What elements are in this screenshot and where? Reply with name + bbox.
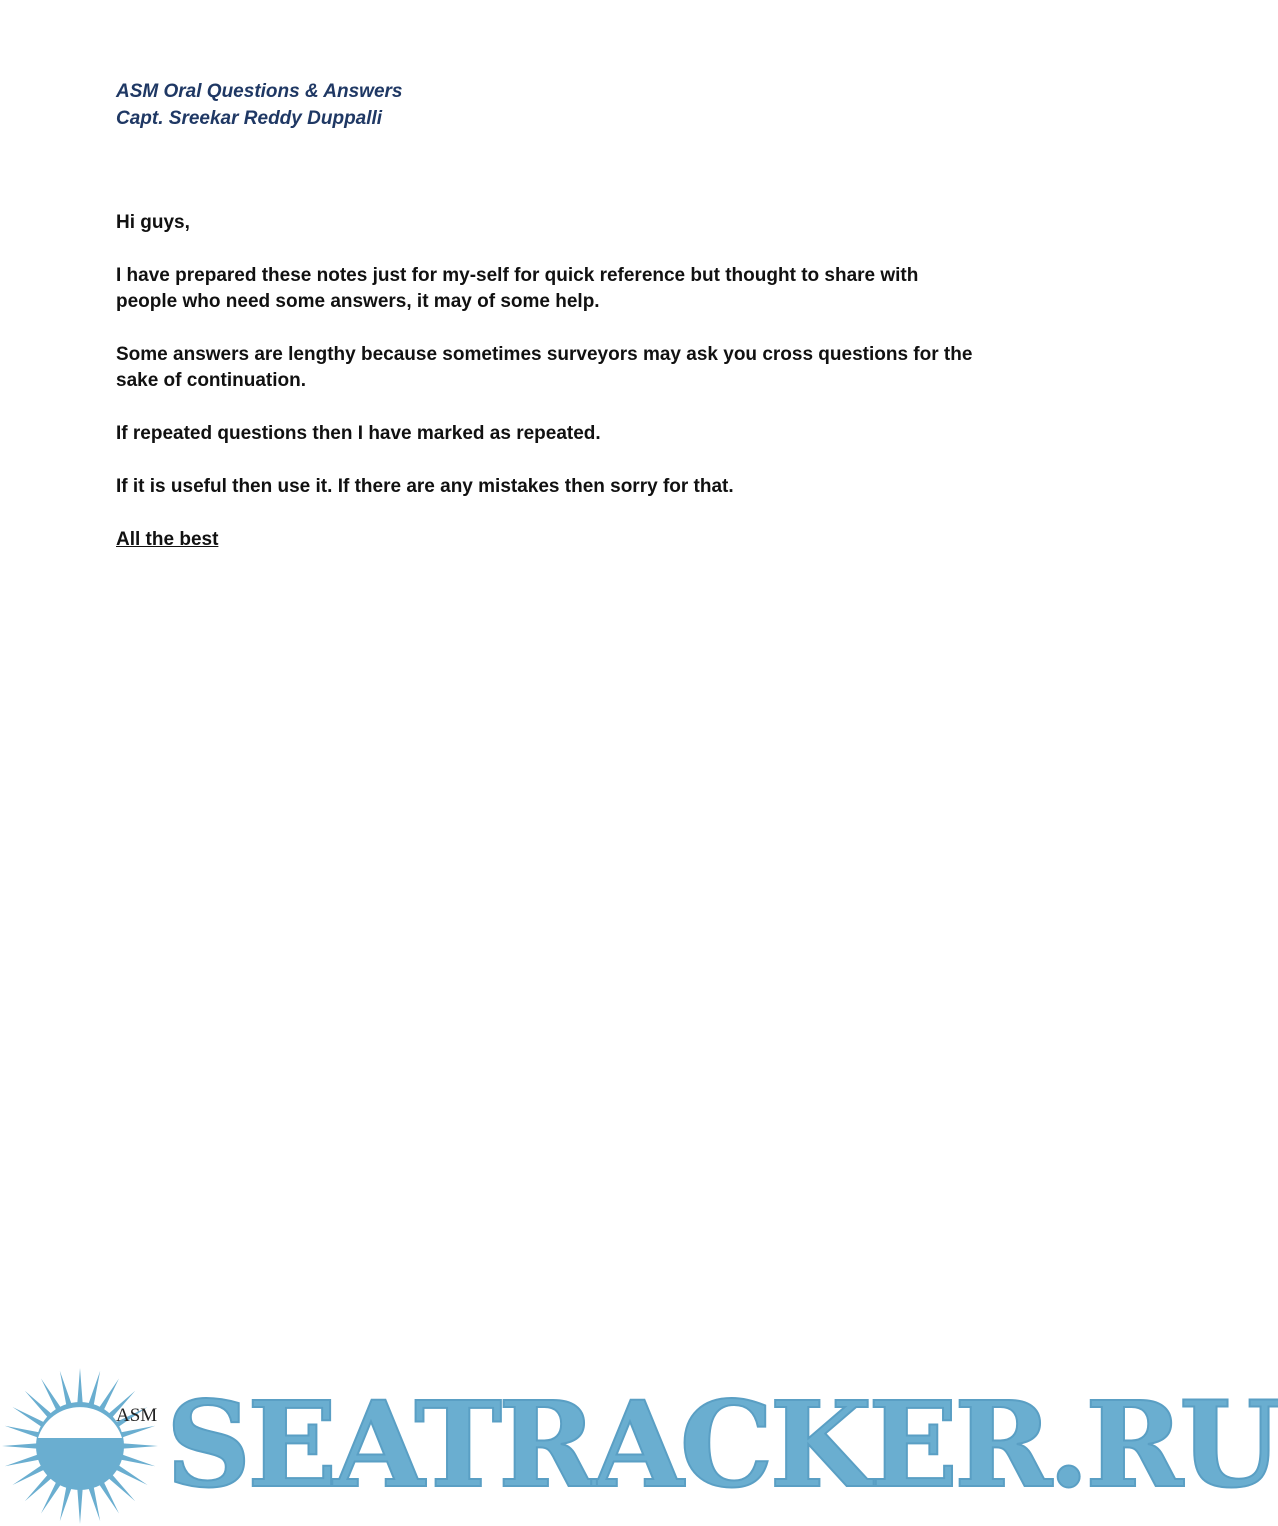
document-author: Capt. Sreekar Reddy Duppalli	[116, 108, 383, 129]
paragraph: If it is useful then use it. If there are any mistakes then sorry for that.	[116, 476, 734, 497]
greeting: Hi guys,	[116, 212, 190, 233]
paragraph: If repeated questions then I have marked as repeated.	[116, 423, 601, 444]
document-title: ASM Oral Questions & Answers	[116, 81, 403, 102]
watermark-text: SEATRACKER.RU	[166, 1375, 1278, 1514]
sun-icon	[0, 1368, 160, 1526]
signoff: All the best	[116, 529, 219, 550]
document-header	[116, 78, 402, 132]
paragraph: Some answers are lengthy because sometimes surveyors may ask you cross questions for the sake of continuation.	[116, 344, 973, 391]
document-body	[116, 210, 976, 580]
paragraph: I have prepared these notes just for my-self for quick reference but thought to share with people who need some answers, it may of some help.	[116, 265, 919, 312]
footer-label: ASM	[116, 1405, 158, 1426]
